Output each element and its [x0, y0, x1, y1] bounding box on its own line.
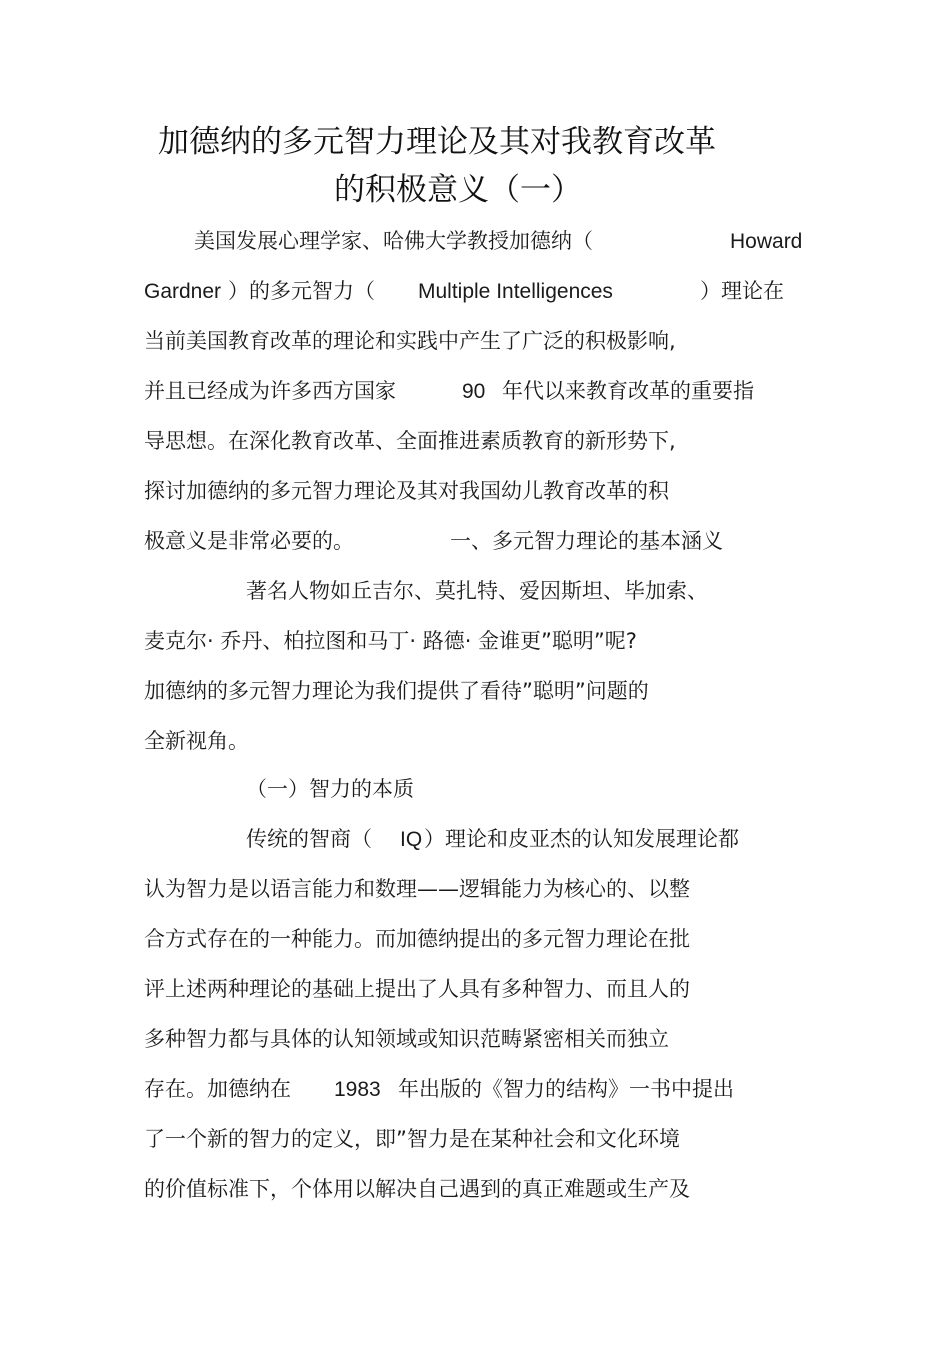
paragraph-1-line-1-english: Howard: [730, 230, 803, 253]
paragraph-2-line-4: 全新视角。: [144, 729, 249, 753]
paragraph-3-line-8: 的价值标准下，个体用以解决自己遇到的真正难题或生产及: [144, 1177, 690, 1201]
paragraph-3-line-1-english: IQ: [400, 828, 423, 851]
paragraph-3-line-7: 了一个新的智力的定义，即”智力是在某种社会和文化环境: [144, 1127, 680, 1151]
paragraph-3-line-6-number: 1983: [334, 1078, 381, 1101]
paragraph-1-line-2-end: ）理论在: [700, 279, 784, 303]
paragraph-3-line-4: 评上述两种理论的基础上提出了人具有多种智力、而且人的: [144, 977, 690, 1001]
paragraph-1-line-2-english-a: Gardner: [144, 280, 222, 303]
paragraph-2-line-3: 加德纳的多元智力理论为我们提供了看待”聪明”问题的: [144, 679, 649, 703]
paragraph-1-line-4-number: 90: [462, 380, 486, 403]
paragraph-1-line-1: 美国发展心理学家、哈佛大学教授加德纳（: [194, 229, 593, 253]
section-heading-1: 一、多元智力理论的基本涵义: [450, 529, 723, 553]
paragraph-3-line-6-b: 年出版的《智力的结构》一书中提出: [398, 1077, 734, 1101]
paragraph-1-line-2-english-b: Multiple Intelligences: [418, 280, 613, 303]
paragraph-1-line-4-b: 年代以来教育改革的重要指: [502, 379, 754, 403]
paragraph-3-line-1-b: ）理论和皮亚杰的认知发展理论都: [424, 827, 739, 851]
paragraph-3-line-3: 合方式存在的一种能力。而加德纳提出的多元智力理论在批: [144, 927, 690, 951]
paragraph-1-line-5: 导思想。在深化教育改革、全面推进素质教育的新形势下,: [144, 429, 676, 453]
document-title-line-2: 的积极意义（一）: [334, 172, 582, 208]
paragraph-1-line-7: 极意义是非常必要的。: [144, 529, 354, 553]
paragraph-3-line-5: 多种智力都与具体的认知领域或知识范畴紧密相关而独立: [144, 1027, 669, 1051]
document-title-line-1: 加德纳的多元智力理论及其对我教育改革: [158, 124, 716, 160]
paragraph-2-line-2: 麦克尔· 乔丹、柏拉图和马丁· 路德· 金谁更”聪明”呢?: [144, 629, 637, 653]
paragraph-3-line-6-a: 存在。加德纳在: [144, 1077, 291, 1101]
subsection-heading: （一）智力的本质: [246, 777, 414, 801]
paragraph-3-line-2: 认为智力是以语言能力和数理——逻辑能力为核心的、以整: [144, 877, 690, 901]
paragraph-2-line-1: 著名人物如丘吉尔、莫扎特、爱因斯坦、毕加索、: [246, 579, 708, 603]
paragraph-3-line-1-a: 传统的智商（: [246, 827, 372, 851]
paragraph-1-line-4-a: 并且已经成为许多西方国家: [144, 379, 396, 403]
paragraph-1-line-6: 探讨加德纳的多元智力理论及其对我国幼儿教育改革的积: [144, 479, 669, 503]
paragraph-1-line-3: 当前美国教育改革的理论和实践中产生了广泛的积极影响,: [144, 329, 676, 353]
paragraph-1-line-2-text: ）的多元智力（: [228, 279, 375, 303]
